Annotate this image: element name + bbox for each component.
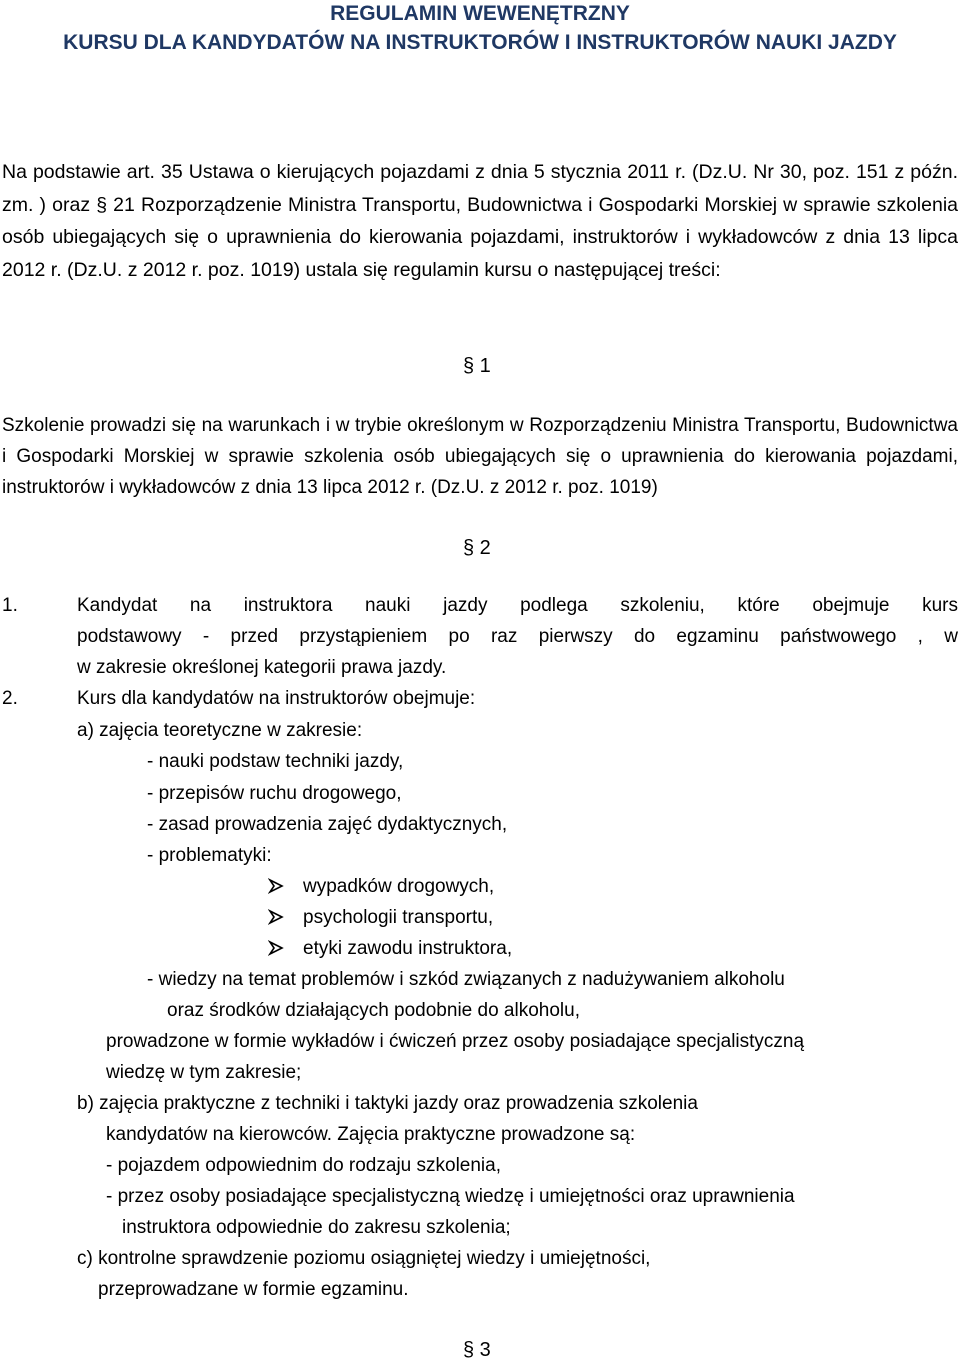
a-conducted-line-1: prowadzone w formie wykładów i ćwiczeń przez osoby posiadające specjalistyczną	[106, 1031, 805, 1052]
a-item-1: - nauki podstaw techniki jazdy,	[147, 751, 404, 772]
b-line-5: instruktora odpowiednie do zakresu szkolenia;	[122, 1217, 511, 1238]
item-2-number: 2.	[2, 688, 18, 709]
a-item-4: - problematyki:	[147, 845, 272, 866]
b-line-2: kandydatów na kierowców. Zajęcia praktyczne prowadzone są:	[106, 1124, 636, 1145]
arrow-bullet-icon	[268, 934, 284, 964]
a-item-2: - przepisów ruchu drogowego,	[147, 783, 402, 804]
document-title-line1: REGULAMIN WEWENĘTRZNY	[330, 2, 630, 25]
item-1-line-2: podstawowy - przed przystąpieniem po raz pierwszy do egzaminu państwowego , w	[77, 626, 958, 647]
section-3-heading: § 3	[463, 1339, 491, 1361]
a-alcohol-line-1: - wiedzy na temat problemów i szkód związanych z nadużywaniem alkoholu	[147, 969, 785, 990]
a-conducted-line-2: wiedzę w tym zakresie;	[106, 1062, 302, 1083]
a-alcohol-line-2: oraz środków działających podobnie do alkoholu,	[167, 1000, 580, 1021]
document-title-line2: KURSU DLA KANDYDATÓW NA INSTRUKTORÓW I INSTRUKTORÓW NAUKI JAZDY	[63, 31, 897, 54]
c-line-2: przeprowadzane w formie egzaminu.	[98, 1279, 409, 1300]
arrow-bullet-icon	[268, 872, 284, 902]
section-1-heading: § 1	[463, 355, 491, 377]
item-1-line-3: w zakresie określonej kategorii prawa jazdy.	[77, 657, 447, 678]
b-line-4: - przez osoby posiadające specjalistyczną wiedzę i umiejętności oraz uprawnienia	[106, 1186, 795, 1207]
b-line-3: - pojazdem odpowiednim do rodzaju szkolenia,	[106, 1155, 502, 1176]
c-line-1: c) kontrolne sprawdzenie poziomu osiągniętej wiedzy i umiejętności,	[77, 1248, 651, 1269]
section-2-heading: § 2	[463, 537, 491, 559]
arrow-bullet-icon	[268, 903, 284, 933]
item-1-line-1: Kandydat na instruktora nauki jazdy podlega szkoleniu, które obejmuje kurs	[77, 595, 958, 616]
item-a-label: a) zajęcia teoretyczne w zakresie:	[77, 720, 363, 741]
problem-item-1: wypadków drogowych,	[303, 876, 495, 897]
problem-item-2: psychologii transportu,	[303, 907, 494, 928]
section-1-text: Szkolenie prowadzi się na warunkach i w trybie określonym w Rozporządzeniu Ministra Transportu, Budownictwa i Gospodarki Morskiej w sprawie szkolenia osób ubiegających się o uprawnienia do kierowania pojazdami, instruktorów i wykładowców z dnia 13 lipca 2012 r. (Dz.U. z 2012 r. poz. 1019)	[2, 415, 958, 498]
problem-item-3: etyki zawodu instruktora,	[303, 938, 513, 959]
b-line-1: b) zajęcia praktyczne z techniki i taktyki jazdy oraz prowadzenia szkolenia	[77, 1093, 698, 1114]
item-1-number: 1.	[2, 595, 18, 616]
intro-paragraph: Na podstawie art. 35 Ustawa o kierujących pojazdami z dnia 5 stycznia 2011 r. (Dz.U. Nr 30, poz. 151 z późn. zm. ) oraz § 21 Rozporządzenie Ministra Transportu, Budownictwa i Gospodarki Morskiej w sprawie szkolenia osób ubiegających się o uprawnienia do kierowania pojazdami, instruktorów i wykładowców z dnia 13 lipca 2012 r. (Dz.U. z 2012 r. poz. 1019) ustala się regulamin kursu o następującej treści:	[2, 161, 958, 281]
item-2-line-1: Kurs dla kandydatów na instruktorów obejmuje:	[77, 688, 476, 709]
a-item-3: - zasad prowadzenia zajęć dydaktycznych,	[147, 814, 508, 835]
